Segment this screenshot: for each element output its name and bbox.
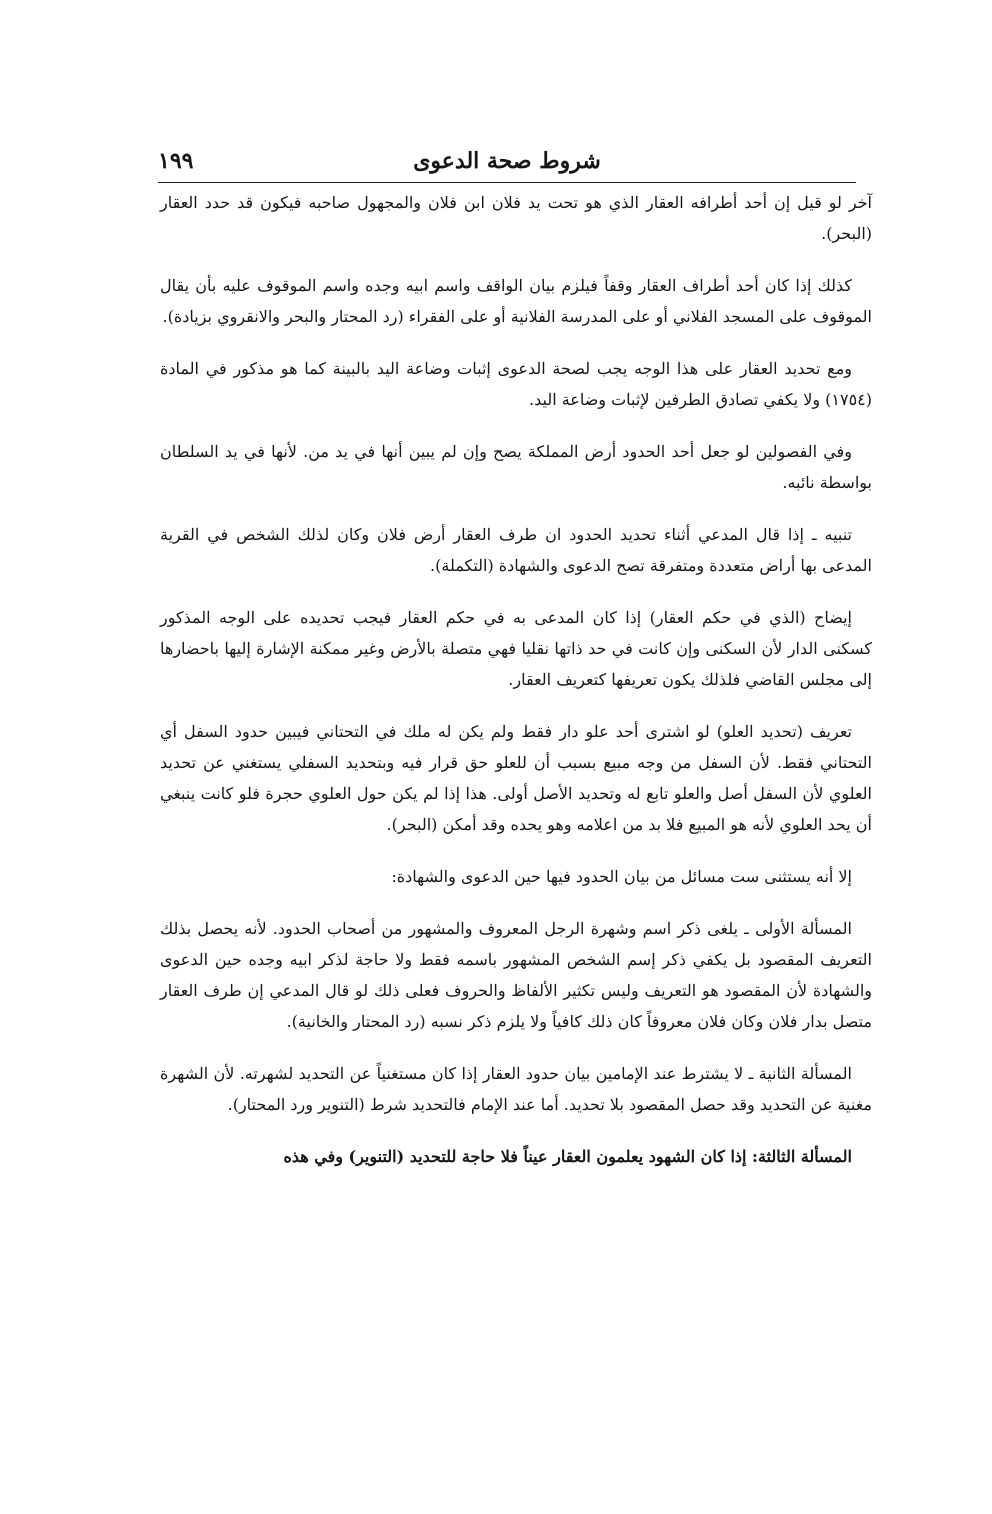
paragraph-state-land: وفي الفصولين لو جعل أحد الحدود أرض المملكة يصح وإن لم يبين أنها في يد من. لأنها في يد السلطان بواسطة نائبه. [160,442,872,492]
page-body [160,187,872,1193]
paragraph-clarification: إيضاح (الذي في حكم العقار) إذا كان المدعى به في حكم العقار فيجب تحديده على الوجه المذكور كسكنى الدار لأن السكنى وإن كانت في حد ذاتها نقليا فهي متصلة بالأرض وغير ممكنة الإشارة إليها باحضارها إلى مجلس القاضي فلذلك يكون تعريفها كتعريف العقار. [160,608,872,689]
paragraph-exceptions-intro: إلا أنه يستثنى ست مسائل من بيان الحدود فيها حين الدعوى والشهادة: [391,867,852,886]
paragraph-issue-three: المسألة الثالثة: إذا كان الشهود يعلمون العقار عيناً فلا حاجة للتحديد (التنوير) وفي هذه [283,1147,852,1166]
page-number: ١٩٩ [158,148,194,174]
paragraph-issue-one: المسألة الأولى ـ يلغى ذكر اسم وشهرة الرجل المعروف والمشهور من أصحاب الحدود. لأنه يحصل بذلك التعريف المقصود بل يكفي ذكر إسم الشخص المشهور باسمه فقط ولا حاجة لذكر ابيه وجده حين الدعوى والشهادة لأن المقصود هو التعريف وليس تكثير الألفاظ والحروف فعلى ذلك لو قال المدعي إن طرف العقار متصل بدار فلان وكان فلان معروفاً كان ذلك كافياً ولا يلزم ذكر نسبه (رد المحتار والخانية). [160,919,872,1031]
page-header [158,140,856,183]
paragraph-proof-of-possession: ومع تحديد العقار على هذا الوجه يجب لصحة الدعوى إثبات وضاعة اليد بالبينة كما هو مذكور في المادة (١٧٥٤) ولا يكفي تصادق الطرفين لإثبات وضاعة اليد. [160,359,872,409]
paragraph-note: تنبيه ـ إذا قال المدعي أثناء تحديد الحدود ان طرف العقار أرض فلان وكان لذلك الشخص في القرية المدعى بها أراض متعددة ومتفرقة تصح الدعوى والشهادة (التكملة). [160,525,872,575]
running-title: شروط صحة الدعوى [413,148,601,174]
paragraph-issue-two: المسألة الثانية ـ لا يشترط عند الإمامين بيان حدود العقار إذا كان مستغنياً عن التحديد لشهرته. لأن الشهرة مغنية عن التحديد وقد حصل المقصود بلا تحديد. أما عند الإمام فالتحديد شرط (التنوير ورد المحتار). [160,1064,872,1114]
paragraph-continuation: آخر لو قيل إن أحد أطرافه العقار الذي هو تحت يد فلان ابن فلان والمجهول صاحبه فيكون قد حدد العقار (البحر). [160,193,872,243]
paragraph-waqf-boundary: كذلك إذا كان أحد أطراف العقار وقفاً فيلزم بيان الواقف واسم ابيه وجده واسم الموقوف عليه بأن يقال الموقوف على المسجد الفلاني أو على المدرسة الفلانية أو على الفقراء (رد المحتار والبحر والانقروي بزيادة). [160,276,872,326]
paragraph-upper-floor: تعريف (تحديد العلو) لو اشترى أحد علو دار فقط ولم يكن له ملك في التحتاني فيبين حدود السفل أي التحتاني فقط. لأن السفل من وجه مبيع بسبب أن للعلو حق قرار فيه وبتحديد السفلي يستغني عن تحديد العلوي لأن السفل أصل والعلو تابع له وتحديد الأصل أولى. هذا إذا لم يكن حول العلوي حجرة فلو كانت ينبغي أن يحد العلوي لأنه هو المبيع فلا بد من اعلامه وهو يحده وقد أمكن (البحر). [160,722,872,834]
